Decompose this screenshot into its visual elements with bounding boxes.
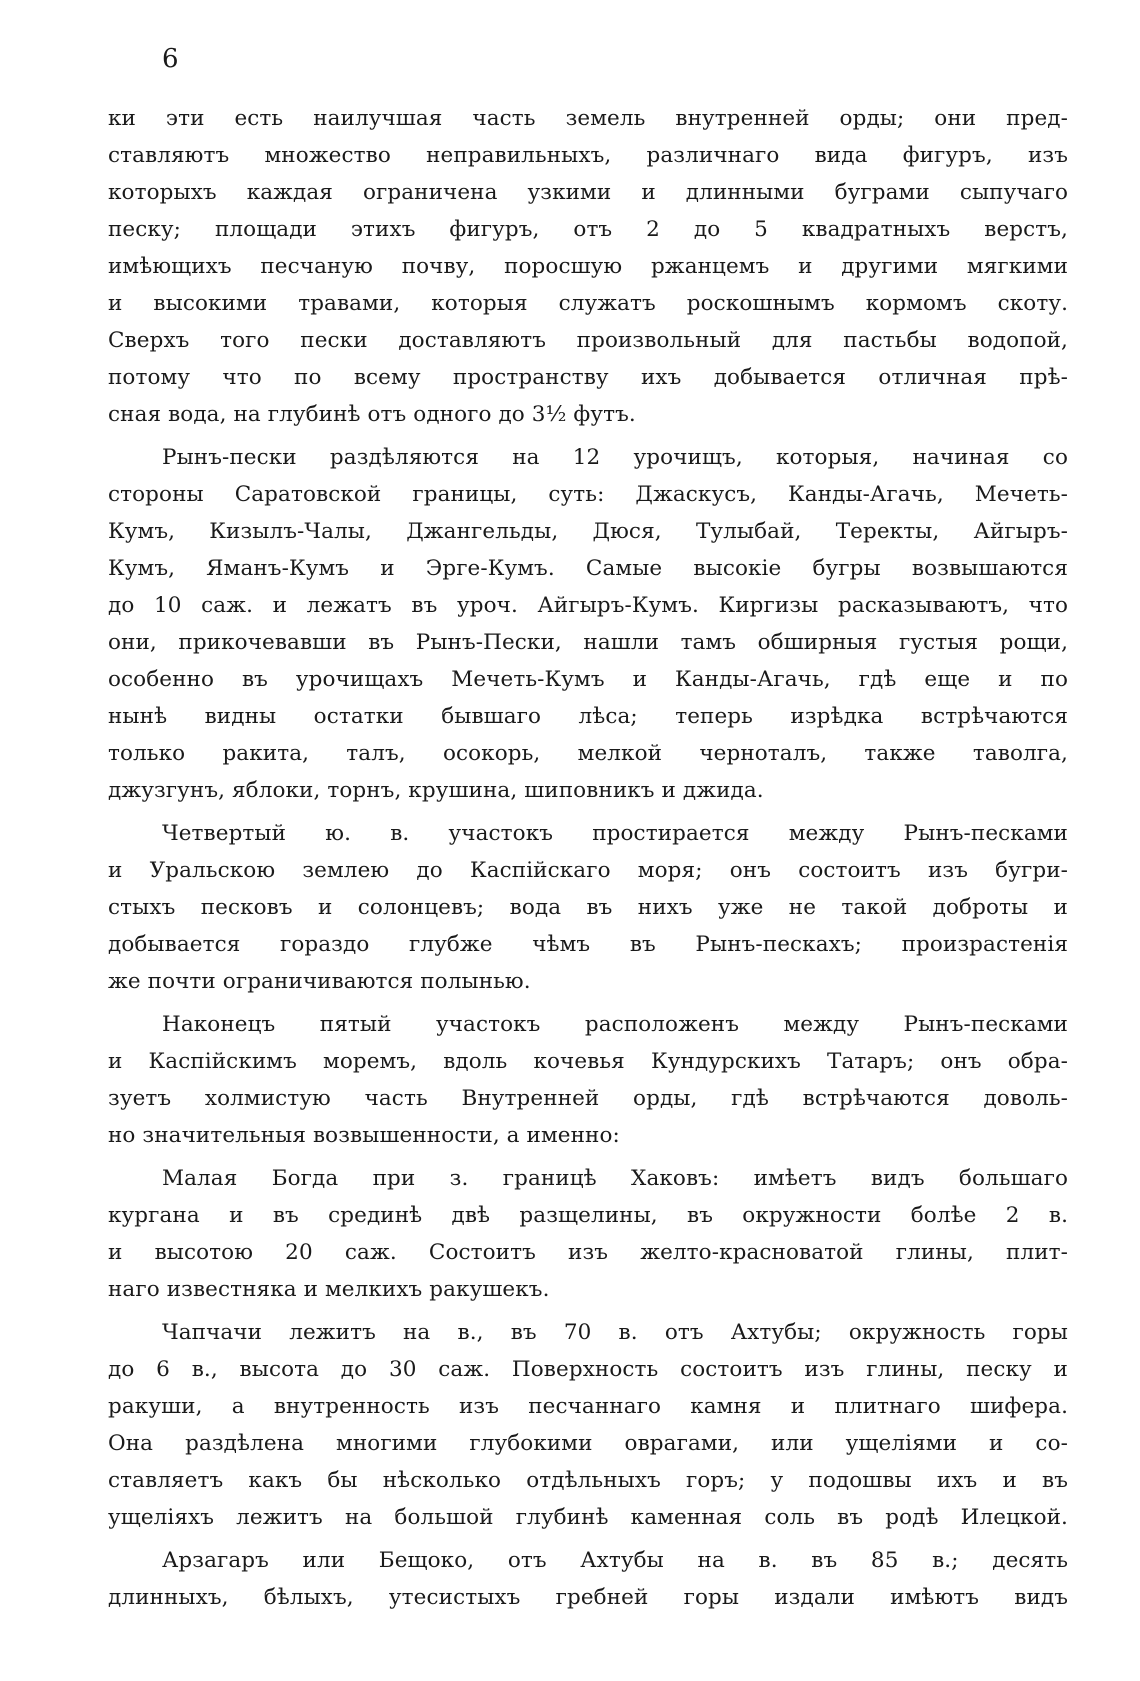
text-line: ущелiяхъ лежитъ на большой глубинѣ каменная соль въ родѣ Илецкой.: [108, 1505, 1068, 1530]
text-line: они, прикочевавши въ Рынъ-Пески, нашли тамъ обширныя густыя рощи,: [108, 630, 1068, 655]
text-line: Арзагаръ или Бещоко, отъ Ахтубы на в. въ 85 в.; десять: [162, 1548, 1068, 1573]
text-line: стыхъ песковъ и солонцевъ; вода въ нихъ уже не такой доброты и: [108, 895, 1068, 920]
text-line: и высотою 20 саж. Состоитъ изъ желто-красноватой глины, плит-: [108, 1240, 1068, 1265]
text-line: имѣющихъ песчаную почву, поросшую ржанцемъ и другими мягкими: [108, 254, 1068, 279]
text-line: Кумъ, Кизылъ-Чалы, Джангельды, Дюся, Тулыбай, Теректы, Айгыръ-: [108, 519, 1068, 544]
paragraph: [108, 1314, 1068, 1536]
text-line: ки эти есть наилучшая часть земель внутренней орды; они пред-: [108, 106, 1068, 131]
text-line: Сверхъ того пески доставляютъ произвольный для пастьбы водопой,: [108, 328, 1068, 353]
paragraph: [108, 439, 1068, 809]
text-line: ставляютъ множество неправильныхъ, различнаго вида фигуръ, изъ: [108, 143, 1068, 168]
text-line: добывается гораздо глубже чѣмъ въ Рынъ-пескахъ; произрастенія: [108, 932, 1068, 957]
text-line: и Каспійскимъ моремъ, вдоль кочевья Кундурскихъ Татаръ; онъ обра-: [108, 1049, 1068, 1074]
text-line: только ракита, талъ, осокорь, мелкой черноталъ, также таволга,: [108, 741, 1068, 766]
text-line: Она раздѣлена многими глубокими оврагами, или ущелiями и со-: [108, 1431, 1068, 1456]
text-line: Четвертый ю. в. участокъ простирается между Рынъ-песками: [162, 821, 1068, 846]
text-line: но значительныя возвышенности, а именно:: [108, 1123, 620, 1148]
text-line: особенно въ урочищахъ Мечеть-Кумъ и Канды-Агачь, гдѣ еще и по: [108, 667, 1068, 692]
text-line: ставляетъ какъ бы нѣсколько отдѣльныхъ горъ; у подошвы ихъ и въ: [108, 1468, 1068, 1493]
text-line: Рынъ-пески раздѣляются на 12 урочищъ, которыя, начиная со: [162, 445, 1068, 470]
body-text: [108, 100, 1068, 1616]
text-line: ракуши, а внутренность изъ песчаннаго камня и плитнаго шифера.: [108, 1394, 1068, 1419]
text-line: же почти ограничиваются полынью.: [108, 969, 531, 994]
paragraph: [108, 1542, 1068, 1616]
text-line: до 6 в., высота до 30 саж. Поверхность состоитъ изъ глины, песку и: [108, 1357, 1068, 1382]
text-line: зуетъ холмистую часть Внутренней орды, гдѣ встрѣчаются доволь-: [108, 1086, 1068, 1111]
paragraph: [108, 1160, 1068, 1308]
text-line: которыхъ каждая ограничена узкими и длинными буграми сыпучаго: [108, 180, 1068, 205]
text-line: стороны Саратовской границы, суть: Джаскусъ, Канды-Агачь, Мечеть-: [108, 482, 1068, 507]
paragraph: [108, 100, 1068, 433]
text-line: Малая Богда при з. границѣ Хаковъ: имѣетъ видъ большаго: [162, 1166, 1068, 1191]
text-line: сная вода, на глубинѣ отъ одного до 3½ футъ.: [108, 402, 636, 427]
text-line: длинныхъ, бѣлыхъ, утесистыхъ гребней горы издали имѣютъ видъ: [108, 1585, 1068, 1610]
text-line: Наконецъ пятый участокъ расположенъ между Рынъ-песками: [162, 1012, 1068, 1037]
paragraph: [108, 1006, 1068, 1154]
text-line: до 10 саж. и лежатъ въ уроч. Айгыръ-Кумъ. Киргизы расказываютъ, что: [108, 593, 1068, 618]
text-line: кургана и въ срединѣ двѣ разщелины, въ окружности болѣе 2 в.: [108, 1203, 1068, 1228]
text-line: Чапчачи лежитъ на в., въ 70 в. отъ Ахтубы; окружность горы: [162, 1320, 1068, 1345]
text-line: наго известняка и мелкихъ ракушекъ.: [108, 1277, 550, 1302]
text-line: и высокими травами, которыя служатъ роскошнымъ кормомъ скоту.: [108, 291, 1068, 316]
text-line: Кумъ, Яманъ-Кумъ и Эрге-Кумъ. Самые высокіе бугры возвышаются: [108, 556, 1068, 581]
page-number: 6: [162, 44, 179, 74]
text-line: и Уральскою землею до Каспійскаго моря; онъ состоитъ изъ бугри-: [108, 858, 1068, 883]
text-line: нынѣ видны остатки бывшаго лѣса; теперь изрѣдка встрѣчаются: [108, 704, 1068, 729]
text-line: джузгунъ, яблоки, торнъ, крушина, шиповникъ и джида.: [108, 778, 764, 803]
text-line: потому что по всему пространству ихъ добывается отличная прѣ-: [108, 365, 1068, 390]
paragraph: [108, 815, 1068, 1000]
text-line: песку; площади этихъ фигуръ, отъ 2 до 5 квадратныхъ верстъ,: [108, 217, 1068, 242]
